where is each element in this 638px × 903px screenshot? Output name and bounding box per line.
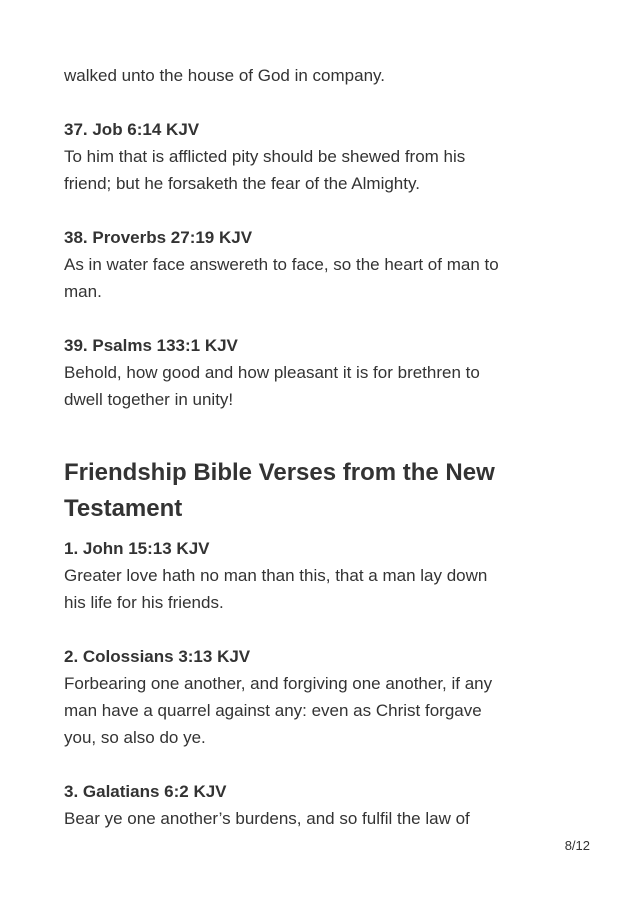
verse-proverbs-27-19 [64, 224, 574, 305]
verse-colossians-3-13 [64, 643, 574, 751]
verse-reference: 37. Job 6:14 KJV [64, 120, 200, 139]
verse-job-6-14 [64, 116, 574, 197]
verse-text-line: Bear ye one another’s burdens, and so fulfil the law of [64, 809, 470, 828]
page-content [64, 62, 574, 832]
verse-text-line: dwell together in unity! [64, 390, 234, 409]
section-heading-new-testament [64, 455, 574, 527]
verse-text-line: Forbearing one another, and forgiving one another, if any [64, 674, 493, 693]
verse-reference: 1. John 15:13 KJV [64, 539, 210, 558]
heading-line: Testament [64, 495, 183, 522]
verse-text-line: his life for his friends. [64, 593, 224, 612]
verse-reference: 3. Galatians 6:2 KJV [64, 782, 227, 801]
verse-text-line: To him that is afflicted pity should be shewed from his [64, 147, 466, 166]
verse-text-line: friend; but he forsaketh the fear of the Almighty. [64, 174, 420, 193]
verse-reference: 38. Proverbs 27:19 KJV [64, 228, 253, 247]
verse-galatians-6-2 [64, 778, 574, 832]
verse-text-line: As in water face answereth to face, so the heart of man to [64, 255, 499, 274]
verse-reference: 2. Colossians 3:13 KJV [64, 647, 251, 666]
page-number: 8/12 [564, 838, 590, 853]
verse-text-line: walked unto the house of God in company. [64, 66, 385, 85]
verse-text-line: Behold, how good and how pleasant it is for brethren to [64, 363, 480, 382]
verse-text-line: Greater love hath no man than this, that a man lay down [64, 566, 488, 585]
verse-psalms-133-1 [64, 332, 574, 413]
verse-text-line: you, so also do ye. [64, 728, 206, 747]
verse-text-line: man. [64, 282, 102, 301]
verse-text-line: man have a quarrel against any: even as Christ forgave [64, 701, 482, 720]
verse-john-15-13 [64, 535, 574, 616]
heading-line: Friendship Bible Verses from the New [64, 459, 495, 486]
verse-reference: 39. Psalms 133:1 KJV [64, 336, 238, 355]
